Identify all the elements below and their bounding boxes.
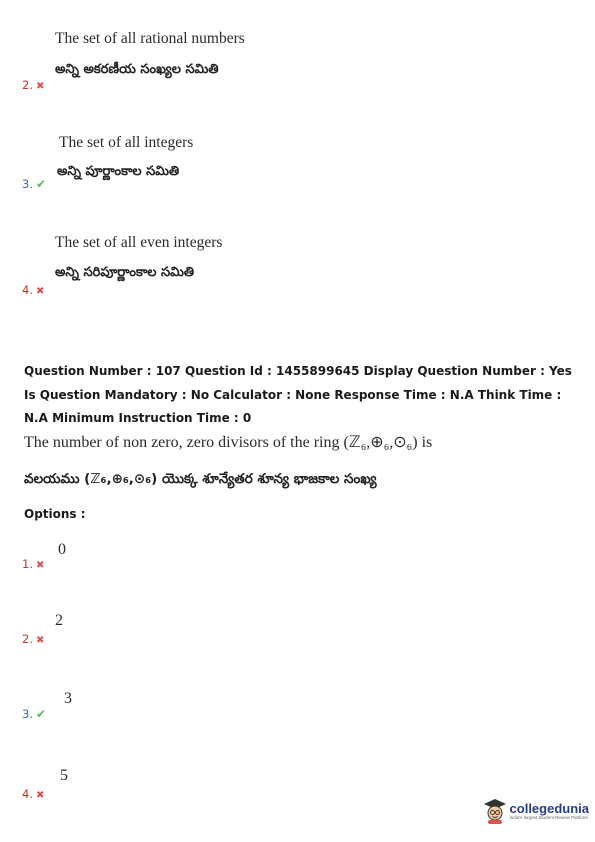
answer-3-number [22,707,46,721]
option-4-english-text: The set of all even integers [55,234,223,251]
answer-4-value: 5 [60,767,68,784]
option-number-label: 3. [22,707,33,721]
question-english-text: The number of non zero, zero divisors of the ring (ℤ₆,⊕₆,⊙₆) is [24,434,433,451]
options-heading: Options : [24,507,86,521]
option-4-telugu-text: అన్ని సరిపూర్ణాంకాల సమితి [55,265,195,280]
option-3-telugu-text: అన్ని పూర్ణాంకాల సమితి [57,164,180,179]
wrong-mark-icon: ✖ [35,635,45,646]
logo-tagline: India's largest Student Review Platform [509,815,588,820]
answer-3-value: 3 [64,690,72,707]
option-number-label: 1. [22,557,33,571]
option-number-label: 4. [22,283,33,297]
option-2-english-text: The set of all rational numbers [55,30,245,47]
correct-mark-icon: ✔ [35,177,47,191]
wrong-mark-icon: ✖ [35,790,45,801]
wrong-mark-icon: ✖ [35,286,45,297]
question-metadata: Question Number : 107 Question Id : 1455899645 Display Question Number : Yes Is Question Mandatory : No Calculator : None Response Time : N.A Think Time : N.A Minimum Instruction Time : 0 [24,364,572,425]
option-number-label: 2. [22,78,33,92]
option-3-english-text: The set of all integers [59,134,194,151]
option-number-label: 2. [22,632,33,646]
question-telugu-text: వలయము (ℤ₆,⊕₆,⊙₆) యొక్క శూన్యేతర శూన్య భాజకాల సంఖ్య [24,471,377,487]
answer-4-number [22,787,44,801]
option-2-number [22,78,44,92]
answer-2-number [22,632,44,646]
option-4-number [22,283,44,297]
answer-1-number [22,557,44,571]
option-number-label: 3. [22,177,33,191]
collegedunia-logo [483,798,589,824]
option-3-number [22,177,46,191]
option-number-label: 4. [22,787,33,801]
answer-1-value: 0 [58,541,66,558]
wrong-mark-icon: ✖ [35,560,45,571]
option-2-telugu-text: అన్ని అకరణీయ సంఖ్యల సమితి [55,62,219,77]
correct-mark-icon: ✔ [35,707,47,721]
logo-name: collegedunia [509,801,589,816]
wrong-mark-icon: ✖ [35,81,45,92]
answer-2-value: 2 [55,612,63,629]
graduate-avatar-icon [483,798,507,824]
